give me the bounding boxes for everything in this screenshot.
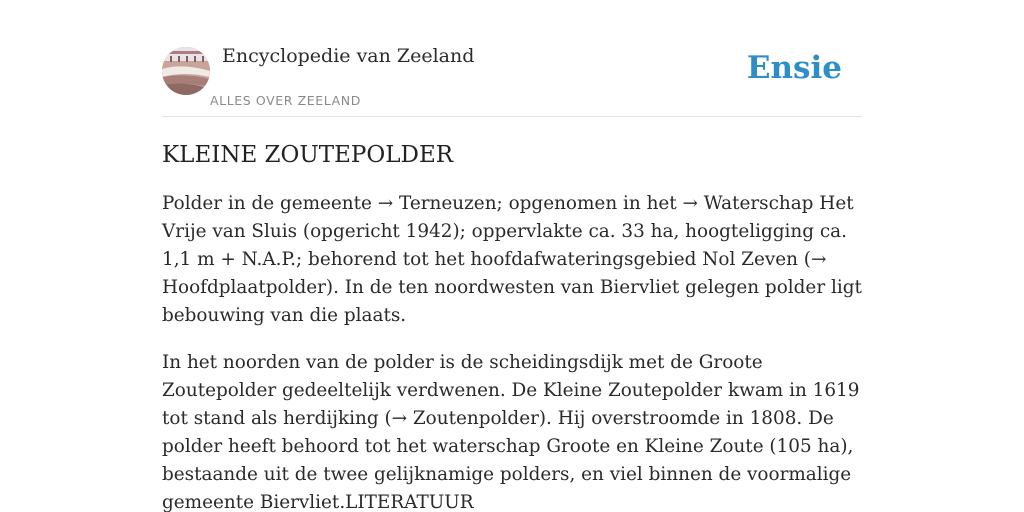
brand-logo[interactable]: Ensie: [746, 50, 842, 86]
site-avatar[interactable]: [162, 47, 210, 95]
site-subtitle: ALLES OVER ZEELAND: [210, 93, 361, 108]
article-title: KLEINE ZOUTEPOLDER: [162, 142, 454, 168]
site-header: [162, 0, 862, 117]
article-paragraph: Polder in de gemeente → Terneuzen; opgenomen in het → Waterschap Het Vrije van Sluis (opgericht 1942); oppervlakte ca. 33 ha, hoogteligging ca. 1,1 m + N.A.P.; behorend tot het hoofdafwateringsgebied Nol Zeven (→ Hoofdplaatpolder). In de ten noordwesten van Biervliet gelegen polder ligt bebouwing van die plaats.: [162, 193, 862, 326]
article: [162, 140, 862, 512]
site-title[interactable]: Encyclopedie van Zeeland: [222, 45, 475, 67]
article-paragraph: In het noorden van de polder is de scheidingsdijk met de Groote Zoutepolder gedeeltelijk verdwenen. De Kleine Zoutepolder kwam in 1619 tot stand als herdijking (→ Zoutenpolder). Hij overstroomde in 1808. De polder heeft behoord tot het waterschap Groote en Kleine Zoute (105 ha), bestaande uit de twee gelijknamige polders, en viel binnen de voormalige gemeente Biervliet.LITERATUUR: [162, 352, 860, 512]
avatar-image: [162, 47, 210, 95]
